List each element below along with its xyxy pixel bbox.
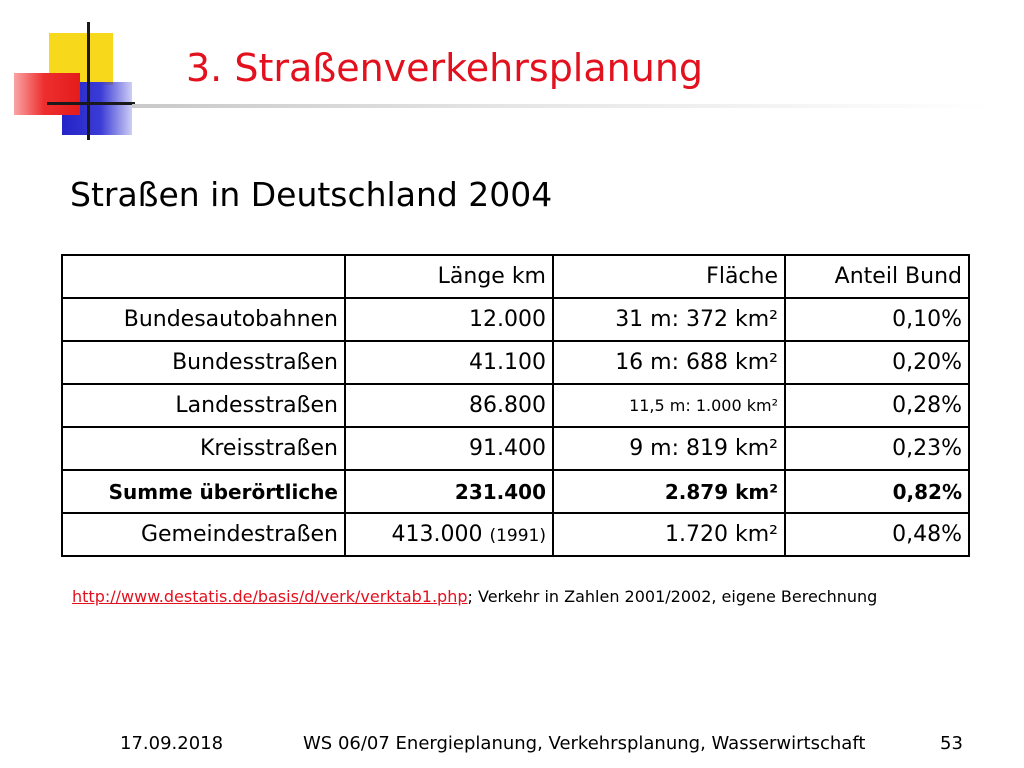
municipal-area: 1.720 km²	[553, 513, 785, 556]
row-name: Bundesstraßen	[62, 341, 345, 384]
row-length: 12.000	[345, 298, 553, 341]
header-cell-empty	[62, 255, 345, 298]
municipal-share: 0,48%	[785, 513, 969, 556]
row-length: 86.800	[345, 384, 553, 427]
row-name: Landesstraßen	[62, 384, 345, 427]
row-area: 31 m: 372 km²	[553, 298, 785, 341]
table-header-row	[62, 255, 969, 298]
source-text: ; Verkehr in Zahlen 2001/2002, eigene Berechnung	[467, 587, 878, 606]
row-name: Bundesautobahnen	[62, 298, 345, 341]
row-length: 91.400	[345, 427, 553, 470]
municipal-length-note: (1991)	[489, 526, 546, 546]
row-share: 0,20%	[785, 341, 969, 384]
table-row	[62, 341, 969, 384]
row-name: Kreisstraßen	[62, 427, 345, 470]
logo-horizontal-line	[47, 102, 135, 105]
row-area: 16 m: 688 km²	[553, 341, 785, 384]
slide-logo	[0, 0, 150, 150]
sum-area: 2.879 km²	[553, 470, 785, 513]
logo-vertical-line	[87, 22, 90, 140]
table-row-municipal	[62, 513, 969, 556]
source-note	[72, 587, 877, 606]
header-cell-area: Fläche	[553, 255, 785, 298]
header-cell-share: Anteil Bund	[785, 255, 969, 298]
header-cell-length: Länge km	[345, 255, 553, 298]
table-row	[62, 427, 969, 470]
table-row	[62, 384, 969, 427]
logo-red-square	[14, 73, 80, 115]
row-share: 0,10%	[785, 298, 969, 341]
table-row	[62, 298, 969, 341]
source-link[interactable]: http://www.destatis.de/basis/d/verk/verktab1.php	[72, 587, 468, 606]
sum-share: 0,82%	[785, 470, 969, 513]
roads-table	[61, 254, 970, 557]
footer-course: WS 06/07 Energieplanung, Verkehrsplanung, Wasserwirtschaft	[303, 733, 866, 754]
row-area: 11,5 m: 1.000 km²	[553, 384, 785, 427]
municipal-name: Gemeindestraßen	[62, 513, 345, 556]
slide-subtitle: Straßen in Deutschland 2004	[70, 175, 553, 214]
row-share: 0,23%	[785, 427, 969, 470]
footer-date: 17.09.2018	[120, 733, 224, 754]
row-share: 0,28%	[785, 384, 969, 427]
sum-length: 231.400	[345, 470, 553, 513]
row-area: 9 m: 819 km²	[553, 427, 785, 470]
municipal-length	[345, 513, 553, 556]
table-sum-row	[62, 470, 969, 513]
municipal-length-value: 413.000	[391, 522, 483, 547]
title-underline	[132, 104, 992, 108]
sum-name: Summe überörtliche	[62, 470, 345, 513]
row-length: 41.100	[345, 341, 553, 384]
slide-title: 3. Straßenverkehrsplanung	[186, 46, 704, 90]
footer-page-number: 53	[940, 733, 963, 754]
